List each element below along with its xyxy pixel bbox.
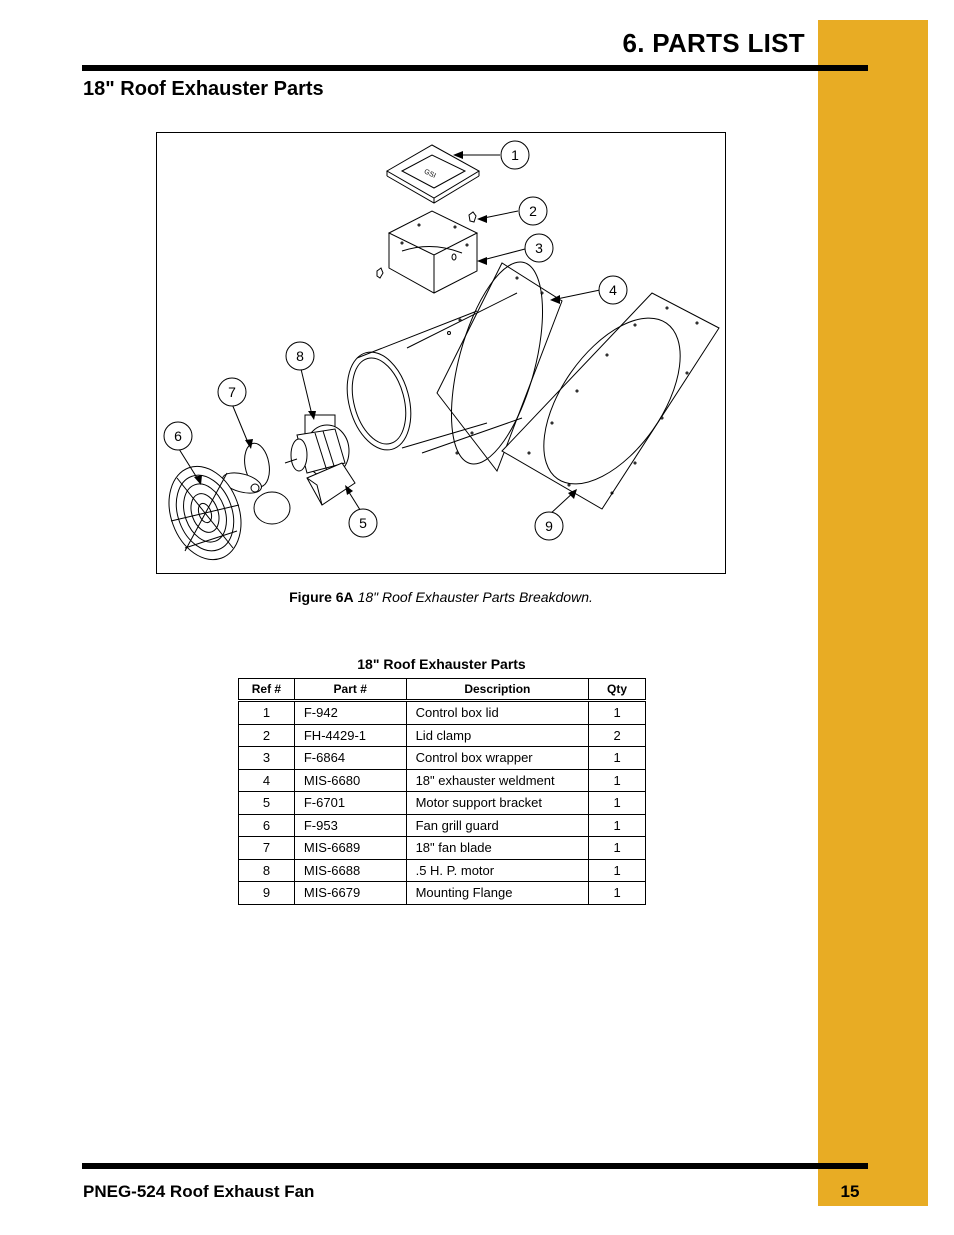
bottom-rule [82, 1163, 868, 1169]
section-title: 18" Roof Exhauster Parts [83, 78, 324, 100]
cell-part: F-6864 [294, 747, 406, 770]
cell-part: MIS-6689 [294, 837, 406, 860]
cell-description: Lid clamp [406, 724, 589, 747]
cell-part: F-6701 [294, 792, 406, 815]
cell-ref: 2 [239, 724, 295, 747]
cell-qty: 1 [589, 837, 646, 860]
figure-caption-text: 18" Roof Exhauster Parts Breakdown. [357, 589, 593, 605]
cell-ref: 8 [239, 859, 295, 882]
figure-caption-number: Figure 6A [289, 589, 354, 605]
table-row [239, 814, 646, 837]
column-header-ref: Ref # [239, 679, 295, 701]
cell-part: F-942 [294, 701, 406, 725]
cell-ref: 3 [239, 747, 295, 770]
cell-part: MIS-6688 [294, 859, 406, 882]
cell-part: FH-4429-1 [294, 724, 406, 747]
table-row [239, 769, 646, 792]
cell-description: Motor support bracket [406, 792, 589, 815]
cell-description: .5 H. P. motor [406, 859, 589, 882]
callout-label-9: 9 [545, 518, 553, 534]
cell-qty: 1 [589, 814, 646, 837]
cell-ref: 1 [239, 701, 295, 725]
cell-qty: 1 [589, 859, 646, 882]
figure-caption [156, 589, 726, 605]
callout-label-8: 8 [296, 348, 304, 364]
side-tab [818, 20, 928, 1206]
callout-label-4: 4 [609, 282, 617, 298]
table-row [239, 882, 646, 905]
cell-description: Control box lid [406, 701, 589, 725]
table-row [239, 747, 646, 770]
exploded-view-drawing [157, 133, 725, 573]
callout-label-6: 6 [174, 428, 182, 444]
parts-breakdown-figure [156, 132, 726, 574]
cell-description: 18" exhauster weldment [406, 769, 589, 792]
table-header-row [239, 679, 646, 701]
cell-description: 18" fan blade [406, 837, 589, 860]
table-row [239, 837, 646, 860]
control-box-lid-drawing [387, 145, 479, 203]
table-row [239, 724, 646, 747]
cell-qty: 1 [589, 747, 646, 770]
parts-table [238, 678, 646, 905]
callout-label-5: 5 [359, 515, 367, 531]
callout-label-1: 1 [511, 147, 519, 163]
footer-page-number: 15 [840, 1182, 860, 1201]
callout-label-7: 7 [228, 384, 236, 400]
cell-qty: 1 [589, 882, 646, 905]
control-box-wrapper-drawing [389, 211, 477, 293]
cell-qty: 1 [589, 769, 646, 792]
cell-part: F-953 [294, 814, 406, 837]
cell-description: Control box wrapper [406, 747, 589, 770]
top-rule [82, 65, 868, 71]
callout-label-3: 3 [535, 240, 543, 256]
table-title: 18" Roof Exhauster Parts [357, 656, 526, 672]
column-header-description: Description [406, 679, 589, 701]
table-row [239, 701, 646, 725]
cell-ref: 6 [239, 814, 295, 837]
cell-part: MIS-6680 [294, 769, 406, 792]
footer-doc-title: PNEG-524 Roof Exhaust Fan [83, 1182, 315, 1201]
cell-qty: 1 [589, 792, 646, 815]
cell-ref: 9 [239, 882, 295, 905]
cell-qty: 1 [589, 701, 646, 725]
cell-ref: 4 [239, 769, 295, 792]
column-header-part: Part # [294, 679, 406, 701]
chapter-title: 6. PARTS LIST [622, 28, 805, 58]
cell-ref: 5 [239, 792, 295, 815]
cell-description: Fan grill guard [406, 814, 589, 837]
cell-description: Mounting Flange [406, 882, 589, 905]
cell-qty: 2 [589, 724, 646, 747]
callout-label-2: 2 [529, 203, 537, 219]
column-header-qty: Qty [589, 679, 646, 701]
cell-part: MIS-6679 [294, 882, 406, 905]
svg-text:GSI: GSI [422, 168, 437, 180]
cell-ref: 7 [239, 837, 295, 860]
table-row [239, 859, 646, 882]
table-row [239, 792, 646, 815]
